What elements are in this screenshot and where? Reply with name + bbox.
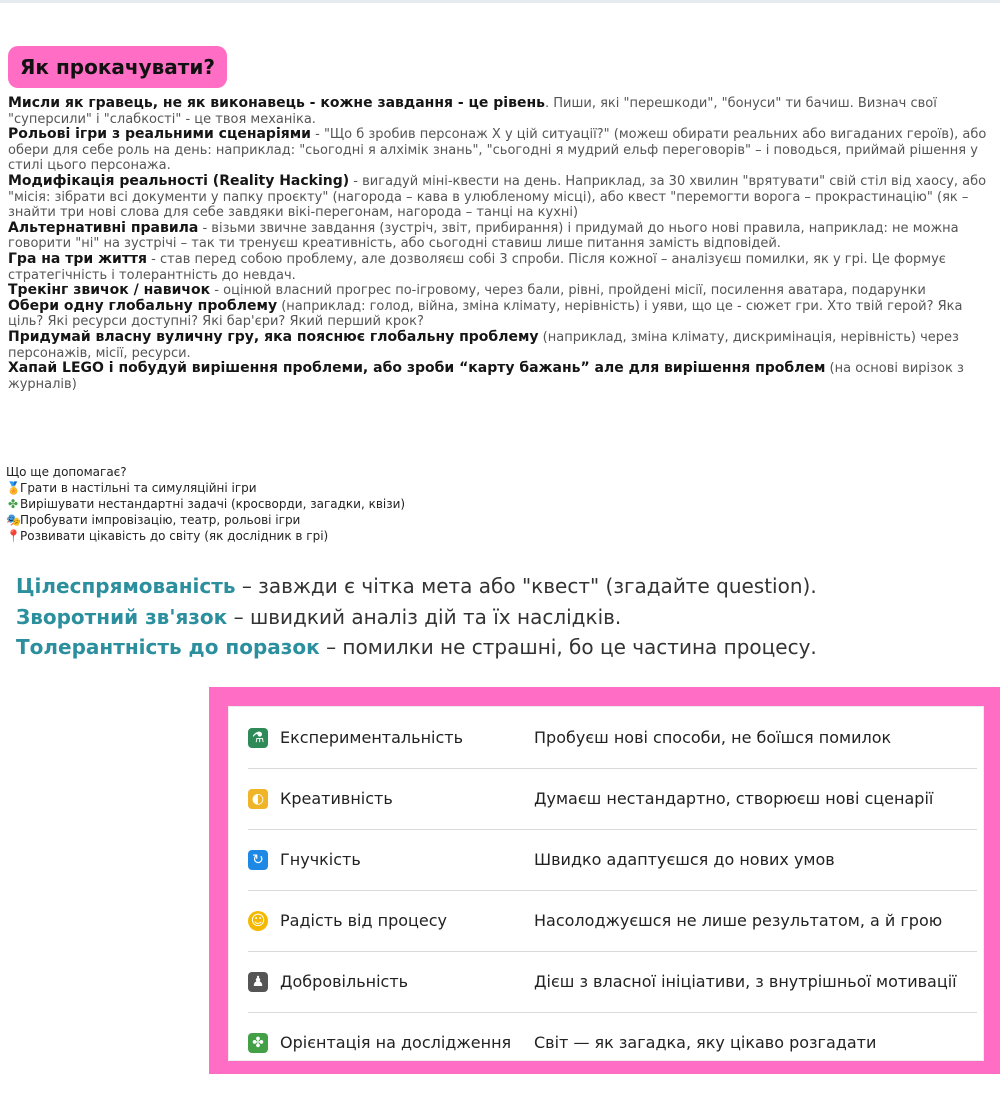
pin-icon: 📍 xyxy=(6,529,21,543)
trait-description: Пробуєш нові способи, не боїшся помилок xyxy=(534,728,892,747)
table-row xyxy=(248,829,977,891)
trait-description: Світ — як загадка, яку цікаво розгадати xyxy=(534,1033,877,1052)
trait-name: Радість від процесу xyxy=(280,911,448,930)
table-row xyxy=(248,890,977,952)
test-tube-icon: ⚗ xyxy=(248,728,268,748)
helps-title: Що ще допомагає? xyxy=(6,465,127,479)
trait-line: Зворотний зв'язок – швидкий аналіз дій та їх наслідків. xyxy=(16,604,622,629)
theater-masks-icon: 🎭 xyxy=(6,513,21,527)
tip-item: Хапай LEGO і побудуй вирішення проблеми, або зроби “карту бажань” але для вирішення проблем (на основі вирізок з журналів) xyxy=(8,360,964,392)
table-row xyxy=(248,1012,977,1073)
traits-list xyxy=(16,571,817,663)
traits-table xyxy=(228,706,984,1061)
tip-item: Рольові ігри з реальними сценаріями - "Що б зробив персонаж X у цій ситуації?" (можеш обирати реальних або вигаданих героїв), або обери для себе роль на день: наприклад: "сьогодні я алхімік знань", "сьогодні я мудрий ельф переговорів" – і поводься, приймай рішення у стилі цього персонажа. xyxy=(8,126,987,174)
trait-description: Швидко адаптуєшся до нових умов xyxy=(534,850,835,869)
helps-item: 📍Розвивати цікавість до світу (як дослідник в грі) xyxy=(6,529,329,543)
tip-item: Придумай власну вуличну гру, яка пояснює глобальну проблему (наприклад, зміна клімату, дискримінація, нерівність) через персонажів, місії, ресурси. xyxy=(8,328,959,361)
trait-name: Гнучкість xyxy=(280,850,361,869)
trait-description: Дієш з власної ініціативи, з внутрішньої мотивації xyxy=(534,972,957,991)
trait-name: Добровільність xyxy=(280,972,409,991)
smiley-icon: ☺ xyxy=(248,911,268,931)
tip-item: Трекінг звичок / навичок - оцінюй власний прогрес по-ігровому, через бали, рівні, пройдені місії, посилення аватара, подарунки xyxy=(8,282,926,299)
tips-list xyxy=(8,96,993,392)
medal-icon: 🏅 xyxy=(6,481,21,495)
tip-item: Гра на три життя - став перед собою проблему, але дозволяєш собі 3 спроби. Після кожної – аналізуєш помилки, як у грі. Це формує стратегічність і толерантність до невдач. xyxy=(8,250,946,283)
trait-line: Цілеспрямованість – завжди є чітка мета або "квест" (згадайте question). xyxy=(16,574,817,598)
palette-icon: ◐ xyxy=(248,789,268,809)
trait-description: Думаєш нестандартно, створюєш нові сценарії xyxy=(534,789,934,808)
puzzle-icon: ✤ xyxy=(248,1033,268,1053)
helps-item: 🎭Пробувати імпровізацію, театр, рольові ігри xyxy=(6,513,301,527)
top-divider xyxy=(0,0,1000,3)
puzzle-icon: ✤ xyxy=(7,497,19,511)
trait-name: Креативність xyxy=(280,789,393,808)
trait-description: Насолоджуєшся не лише результатом, а й грою xyxy=(534,911,943,930)
tip-item: Мисли як гравець, не як виконавець - кожне завдання - це рівень. Пиши, які "перешкоди", "бонуси" ти бачиш. Визнач свої "суперсили" і "слабкості" - це твоя механіка. xyxy=(8,95,937,127)
tip-item: Альтернативні правила - візьми звичне завдання (зустріч, звіт, прибирання) і придумай до нього нові правила, наприклад: не можна говорити "ні" на зустрічі – так ти тренуєш креативність, або сьогодні ставиш лише питання замість відповідей. xyxy=(8,219,959,252)
tip-item: Модифікація реальності (Reality Hacking) - вигадуй міні-квести на день. Наприклад, за 30 хвилин "врятувати" свій стіл від хаосу, або "місія: зібрати всі документи у папку проєкту" (нагорода – кава в улюбленому місці), або квест "перемогти ворога – прокрастинацію" (як – знайти три нові слова для себе завдяки вікі-перегонам, нагорода – танці на кухні) xyxy=(8,172,987,221)
table-row xyxy=(248,768,977,830)
table-row xyxy=(248,707,977,769)
helps-item: 🏅Грати в настільні та симуляційні ігри xyxy=(6,481,257,495)
helps-list xyxy=(6,464,405,544)
joystick-icon: ♟ xyxy=(248,972,268,992)
trait-line: Толерантність до поразок – помилки не страшні, бо це частина процесу. xyxy=(16,635,817,659)
trait-name: Орієнтація на дослідження xyxy=(280,1033,512,1052)
traits-table-frame xyxy=(209,687,1000,1074)
table-row xyxy=(248,951,977,1013)
section-heading: Як прокачувати? xyxy=(8,46,227,88)
refresh-icon: ↻ xyxy=(248,850,268,870)
tip-item: Обери одну глобальну проблему (наприклад: голод, війна, зміна клімату, нерівність) і уяви, що це - сюжет гри. Хто твій герой? Яка ціль? Які ресурси доступні? Які бар'єри? Який перший крок? xyxy=(8,297,963,330)
helps-item: ✤ Вирішувати нестандартні задачі (кросворди, загадки, квізи) xyxy=(7,497,406,511)
trait-name: Експериментальність xyxy=(280,728,464,747)
